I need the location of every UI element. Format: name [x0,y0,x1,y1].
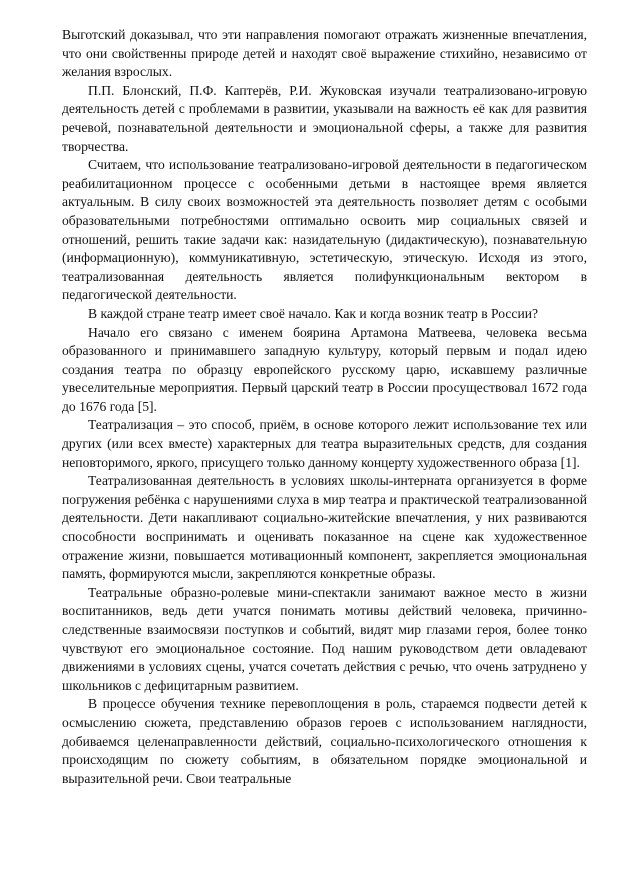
paragraph-role-training: В процессе обучения технике перевоплощения в роль, стараемся подвести детей к осмыслению сюжета, представлению образов героев с использованием наглядности, добиваемся целенаправленности действий, социально-психологического отношения к происходящим по сюжету событиям, в обязательном порядке эмоциональной и выразительной речи. Свои театральные [62,696,587,786]
paragraph-mini-performances: Театральные образно-ролевые мини-спектакли занимают важное место в жизни воспитанников, ведь дети учатся понимать мотивы действий человека, причинно-следственные взаимосвязи поступков и событий, видят мир глазами героя, более тонко чувствуют его эмоциональное состояние. Под нашим руководством дети овладевают движениями в условиях сцены, учатся сочетать действия с речью, что очень затруднено у школьников с дефицитарным развитием. [62,584,587,693]
paragraph-matveev: Начало его связано с именем боярина Артамона Матвеева, человека весьма образованного и принимавшего западную культуру, который первым и подал идею создания театра по образцу европейского русскому царю, искавшему различные увеселительные мероприятия. Первый царский театр в России просуществовал 1672 года до 1676 года [5]. [62,324,587,414]
paragraph-blonsky: П.П. Блонский, П.Ф. Каптерёв, Р.И. Жуковская изучали театрализовано-игровую деятельность детей с проблемами в развитии, указывали на важность её как для развития речевой, познавательной деятельности и эмоциональной сферы, а также для развития творчества. [62,82,587,154]
paragraph-vygotsky: Выготский доказывал, что эти направления помогают отражать жизненные впечатления, что они свойственны природе детей и находят своё выражение стихийно, независимо от желания взрослых. [62,27,587,80]
paragraph-boarding-school: Театрализованная деятельность в условиях школы-интерната организуется в форме погружения ребёнка с нарушениями слуха в мир театра и практической театрализованной деятельности. Дети накапливают социально-житейские впечатления, у них развиваются способности воспринимать и оценивать показанное на сцене как художественное отражение жизни, повышается мотивационный компонент, закрепляется эмоциональная память, формируются мысли, закрепляются конкретные образы. [62,473,587,582]
paragraph-theatrization-definition: Театрализация – это способ, приём, в основе которого лежит использование тех или других (или всех вместе) характерных для театра выразительных средств, для создания неповторимого, яркого, присущего только данному концерту художественного образа [1]. [62,417,587,470]
paragraph-relevance: Считаем, что использование театрализовано-игровой деятельности в педагогическом реабилитационном процессе с особенными детьми в настоящее время является актуальным. В силу своих возможностей эта деятельность позволяет детям с особыми образовательными потребностями оптимально освоить мир социальных связей и отношений, решить такие задачи как: назидательную (дидактическую), познавательную (информационную), коммуникативную, эстетическую, этическую. Исходя из этого, театрализованная деятельность является полифункциональным вектором в педагогической деятельности. [62,157,587,303]
paragraph-theatre-origin-question: В каждой стране театр имеет своё начало. Как и когда возник театр в России? [88,305,539,321]
